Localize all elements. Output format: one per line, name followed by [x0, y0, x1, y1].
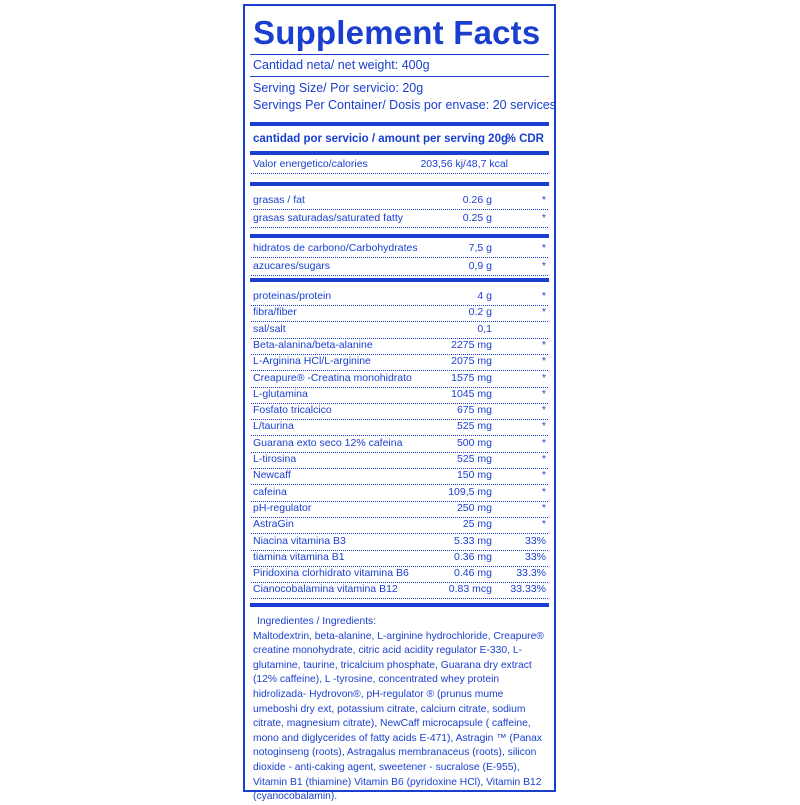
supplement-facts-label: [243, 4, 556, 803]
nutrient-row: [251, 418, 548, 436]
nutrient-row: [251, 565, 548, 583]
nutrient-name: Niacina vitamina B3: [253, 534, 346, 547]
label-title: Supplement Facts: [253, 14, 541, 51]
nutrient-value: 150 mg: [456, 469, 492, 482]
nutrient-cdr: *: [541, 469, 546, 482]
nutrient-name: Guarana exto seco 12% cafeina: [253, 436, 403, 449]
nutrient-cdr: *: [541, 355, 546, 368]
table-header-amount: cantidad por servicio / amount per serving 20g: [253, 133, 508, 145]
nutrient-name: sal/salt: [253, 322, 286, 335]
divider-thick: [250, 151, 549, 155]
nutrient-row: [251, 467, 548, 485]
nutrient-name: L/taurina: [253, 420, 294, 433]
net-weight: Cantidad neta/ net weight: 400g: [253, 58, 430, 72]
nutrient-cdr: *: [541, 485, 546, 498]
nutrient-row: [251, 386, 548, 404]
nutrient-row: [251, 321, 548, 339]
nutrient-row: [251, 435, 548, 453]
nutrient-name: Creapure® -Creatina monohidrato: [253, 371, 412, 384]
nutrient-cdr: *: [541, 387, 546, 400]
nutrient-row: [251, 516, 548, 534]
nutrient-cdr: *: [541, 404, 546, 417]
nutrient-cdr: *: [541, 436, 546, 449]
nutrient-cdr: *: [541, 290, 546, 302]
nutrient-cdr: *: [541, 420, 546, 433]
nutrient-value: 500 mg: [456, 436, 492, 449]
nutrient-row: [251, 210, 548, 228]
nutrient-cdr: *: [541, 260, 546, 272]
nutrient-cdr: *: [541, 212, 546, 224]
ingredients-text: Maltodextrin, beta-alanine, L-arginine hydrochloride, Creapure® creatine monohydrate, citric acid acidity regulator E-330, L-glutamine, taurine, tricalcium phosphate, Guarana dry extract (12% caffeine), L -tyrosine, concentrated whey protein hidrolizada- Hydrovon®, pH-regulator ® (prunus mume umeboshi dry ext, potassium citrate, calcium citrate, sodium citrate, magnesium citrate), NewCaff microcapsule ( caffeine, mono and diglycerides of fatty acids E-471), Astragin ™ (Panax notoginseng (roots), Astragalus membranaceus (roots), silicon dioxide - anti-caking agent, sweetener - sucralose (E-955), Vitamin B1 (thiamine) Vitamin B6 (pyridoxine HCl), Vitamin B12 (cyanocobalamin).: [253, 630, 544, 803]
nutrient-name: AstraGin: [253, 518, 294, 531]
nutrient-name: cafeina: [253, 485, 287, 498]
serving-size: Serving Size/ Por servicio: 20g: [253, 81, 424, 95]
nutrient-name: pH-regulator: [253, 501, 312, 514]
nutrient-value: 109,5 mg: [448, 485, 492, 498]
nutrient-row: [251, 258, 548, 276]
nutrient-value: 25 mg: [462, 518, 492, 531]
nutrient-value: 675 mg: [456, 404, 492, 417]
nutrient-cdr: 33.33%: [510, 583, 546, 596]
nutrient-value: 0.25 g: [462, 212, 492, 224]
divider-thick: [250, 278, 549, 282]
nutrient-value: 0.2 g: [468, 306, 492, 319]
nutrient-name: Piridoxina clorhidrato vitamina B6: [253, 567, 409, 580]
nutrient-name: tiamina vitamina B1: [253, 550, 345, 563]
divider: [250, 54, 549, 55]
nutrient-row: [251, 533, 548, 551]
nutrient-value: 0,1: [477, 322, 492, 335]
nutrient-name: azucares/sugars: [253, 260, 331, 272]
nutrient-name: Fosfato tricalcico: [253, 404, 332, 417]
nutrient-value: 250 mg: [456, 501, 492, 514]
nutrient-row: [251, 500, 548, 518]
nutrient-value: 0.36 mg: [454, 550, 492, 563]
nutrient-name: grasas saturadas/saturated fatty: [253, 212, 403, 224]
nutrient-value: 5.33 mg: [454, 534, 492, 547]
nutrient-name: grasas / fat: [253, 194, 305, 206]
nutrient-cdr: *: [541, 371, 546, 384]
nutrient-value: 2275 mg: [451, 338, 492, 351]
nutrient-row: [251, 288, 548, 306]
nutrient-value: 0.83 mcg: [448, 583, 492, 596]
nutrient-row: [251, 337, 548, 355]
nutrient-value: 203,56 kj/48,7 kcal: [420, 158, 508, 170]
nutrient-row: [251, 451, 548, 469]
nutrient-value: 4 g: [477, 290, 492, 302]
nutrient-cdr: *: [541, 194, 546, 206]
nutrient-name: hidratos de carbono/Carbohydrates: [253, 242, 418, 254]
ingredients-block: [253, 615, 548, 805]
nutrient-name: L-Arginina HCl/L-arginine: [253, 355, 371, 368]
nutrient-row: [251, 484, 548, 502]
divider-thick: [250, 182, 549, 186]
nutrient-name: Beta-alanina/beta-alanine: [253, 338, 373, 351]
nutrient-cdr: *: [541, 338, 546, 351]
nutrient-value: 1575 mg: [451, 371, 492, 384]
divider-thick: [250, 603, 549, 607]
divider: [250, 76, 549, 77]
nutrient-row: [251, 304, 548, 322]
nutrient-name: fibra/fiber: [253, 306, 297, 319]
nutrient-row: [251, 581, 548, 599]
table-header-cdr: % CDR: [505, 133, 544, 145]
nutrient-row: [251, 370, 548, 388]
nutrient-value: 2075 mg: [451, 355, 492, 368]
nutrient-name: L-tirosina: [253, 453, 297, 465]
nutrient-row: [251, 240, 548, 258]
nutrient-value: 0.46 mg: [454, 567, 492, 580]
nutrient-name: proteinas/protein: [253, 290, 332, 302]
nutrient-row: [251, 192, 548, 210]
nutrient-row: [251, 549, 548, 567]
nutrient-name: Newcaff: [253, 469, 291, 482]
nutrient-cdr: *: [541, 453, 546, 465]
divider-thick: [250, 234, 549, 238]
nutrient-cdr: *: [541, 242, 546, 254]
nutrient-cdr: *: [541, 306, 546, 319]
nutrient-name: L-glutamina: [253, 387, 308, 400]
servings-per-container: Servings Per Container/ Dosis por envase: 20 services: [253, 98, 556, 112]
nutrient-cdr: 33%: [524, 550, 546, 563]
nutrient-cdr: *: [541, 518, 546, 531]
nutrient-row: [251, 402, 548, 420]
nutrient-value: 0.26 g: [462, 194, 492, 206]
nutrient-cdr: 33%: [524, 534, 546, 547]
nutrient-row: [251, 353, 548, 371]
divider-thick: [250, 122, 549, 126]
ingredients-heading: Ingredientes / Ingredients:: [257, 616, 377, 627]
nutrient-name: Cianocobalamina vitamina B12: [253, 583, 398, 596]
nutrient-value: 7,5 g: [468, 242, 492, 254]
nutrient-value: 525 mg: [456, 453, 492, 465]
energy-row: [251, 156, 548, 174]
nutrient-value: 0,9 g: [468, 260, 492, 272]
nutrient-cdr: 33.3%: [516, 567, 546, 580]
nutrient-value: 525 mg: [456, 420, 492, 433]
nutrient-name: Valor energetico/calories: [253, 158, 368, 170]
nutrient-value: 1045 mg: [451, 387, 492, 400]
nutrient-cdr: *: [541, 501, 546, 514]
